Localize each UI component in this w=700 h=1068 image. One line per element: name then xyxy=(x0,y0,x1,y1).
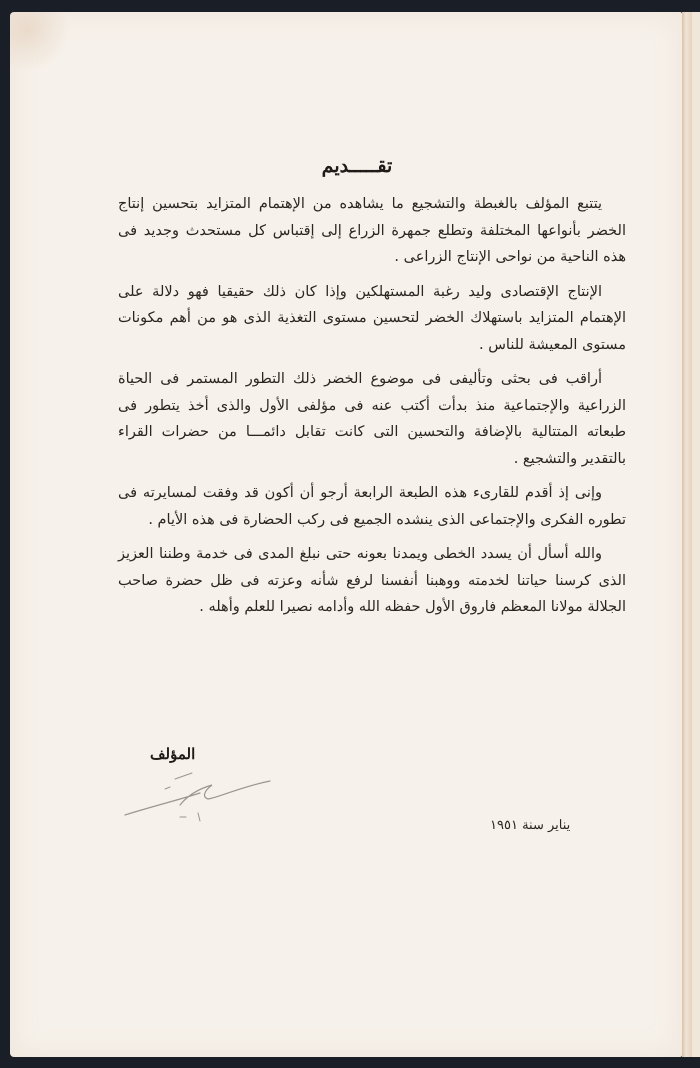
page-edge xyxy=(682,12,692,1057)
signature-block xyxy=(120,745,280,835)
date-line: يناير سنة ١٩٥١ xyxy=(490,818,571,833)
next-page-edge xyxy=(692,12,700,1057)
paragraph: أراقب فى بحثى وتأليفى فى موضوع الخضر ذلك التطور المستمر فى الحياة الزراعية والإجتماعية منذ بدأت أكتب عنه فى مؤلفى الأول والذى أخذ يتطور فى طبعاته المتتالية بالإضافة والتحسين التى كانت تقابل دائمـــا من حضرات القراء بالتقدير والتشجيع . xyxy=(118,371,626,467)
paragraph: وإنى إذ أقدم للقارىء هذه الطبعة الرابعة أرجو أن أكون قد وفقت لمسايرته فى تطوره الفكرى والإجتماعى الذى ينشده الجميع فى ركب الحضارة فى هذه الأيام . xyxy=(118,485,626,528)
paragraph: الإنتاج الإقتصادى وليد رغبة المستهلكين وإذا كان ذلك حقيقيا فهو دلالة على الإهتمام المتزايد باستهلاك الخضر لتحسين مستوى التغذية الذى هو من أهم مكونات مستوى المعيشة للناس . xyxy=(118,283,626,353)
preface-content xyxy=(118,155,626,629)
author-label: المؤلف xyxy=(150,745,196,763)
handwritten-signature-icon xyxy=(120,767,280,827)
preface-title: تقـــــديم xyxy=(321,155,393,177)
paragraph: والله أسأل أن يسدد الخطى ويمدنا بعونه حتى نبلغ المدى فى خدمة وطننا العزيز الذى كرسنا حياتنا لخدمته ووهبنا أنفسنا لرفع شأنه وعزته فى ظل حضرة صاحب الجلالة مولانا المعظم فاروق الأول حفظه الله وأدامه نصيرا للعلم وأهله . xyxy=(118,546,626,615)
paragraph: يتتبع المؤلف بالغبطة والتشجيع ما يشاهده من الإهتمام المتزايد بتحسين إنتاج الخضر بأنواعها المختلفة وتطلع جمهرة الزراع إلى إقتباس كل مستحدث وجديد فى هذه الناحية من نواحى الإنتاج الزراعى . xyxy=(118,196,626,265)
